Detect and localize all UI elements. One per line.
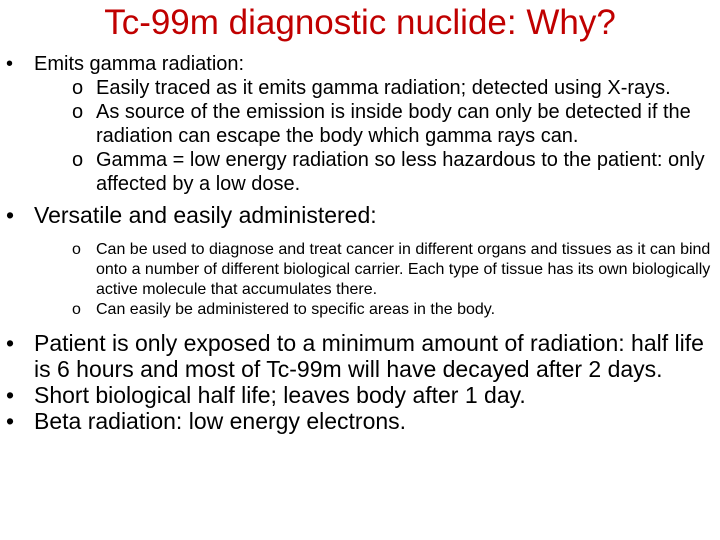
- bullet-text: Emits gamma radiation:: [34, 53, 245, 75]
- bullet-icon: •: [6, 330, 15, 356]
- sub-bullet-icon: o: [72, 101, 84, 123]
- bullet-icon: •: [6, 53, 14, 75]
- sub-bullet-text: As source of the emission is inside body can only be detected if the radiation can escape the body which gamma rays can.: [96, 101, 691, 147]
- bullet-item: [0, 408, 720, 434]
- sub-bullet-text: Gamma = low energy radiation so less hazardous to the patient: only affected by a low dose.: [96, 149, 705, 195]
- bullet-item: [0, 202, 720, 228]
- sub-bullet-item: [0, 240, 720, 300]
- sub-bullet-icon: o: [72, 149, 84, 171]
- sub-bullet-text: Can be used to diagnose and treat cancer in different organs and tissues as it can bind onto a number of different biological carrier. Each type of tissue has its own biologically active molecule that accumulates there.: [96, 241, 711, 298]
- bullet-text: Versatile and easily administered:: [34, 202, 377, 228]
- sub-bullet-item: [0, 76, 720, 100]
- sub-bullet-text: Can easily be administered to specific areas in the body.: [96, 301, 496, 318]
- bullet-item: [0, 382, 720, 408]
- sub-bullet-icon: o: [72, 301, 81, 318]
- bullet-list: [0, 52, 720, 434]
- sub-bullet-icon: o: [72, 77, 84, 99]
- bullet-text: Patient is only exposed to a minimum amount of radiation: half life is 6 hours and most of Tc-99m will have decayed after 2 days.: [34, 330, 704, 382]
- sub-bullet-item: [0, 148, 720, 196]
- slide-title: Tc-99m diagnostic nuclide: Why?: [104, 3, 616, 42]
- bullet-text: Short biological half life; leaves body after 1 day.: [34, 382, 526, 408]
- sub-bullet-icon: o: [72, 241, 81, 258]
- bullet-icon: •: [6, 408, 15, 434]
- bullet-icon: •: [6, 202, 15, 228]
- bullet-item: [0, 52, 720, 76]
- bullet-text: Beta radiation: low energy electrons.: [34, 408, 407, 434]
- sub-bullet-item: [0, 100, 720, 148]
- sub-bullet-item: [0, 300, 720, 320]
- sub-bullet-text: Easily traced as it emits gamma radiation; detected using X-rays.: [96, 77, 671, 99]
- bullet-icon: •: [6, 382, 15, 408]
- bullet-item: [0, 330, 720, 382]
